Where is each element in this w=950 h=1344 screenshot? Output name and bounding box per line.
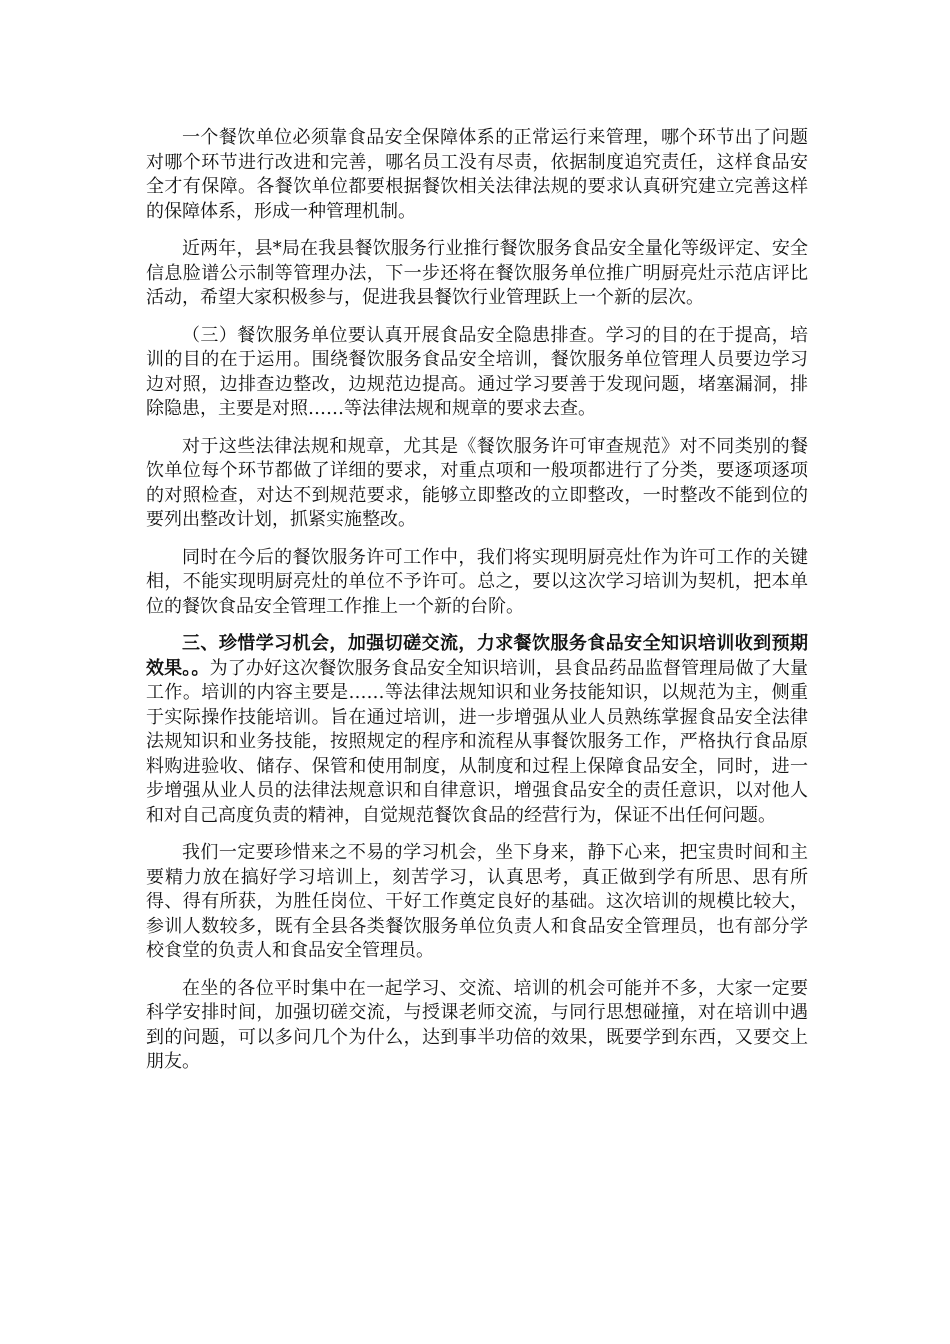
paragraph-1-text: 一个餐饮单位必须靠食品安全保障体系的正常运行来管理，哪个环节出了问题对哪个环节进行改进和完善，哪名员工没有尽责，依据制度追究责任，这样食品安全才有保障。各餐饮单位都要根据餐饮相关法律法规的要求认真研究建立完善这样的保障体系，形成一种管理机制。 — [146, 127, 808, 222]
paragraph-4 — [146, 435, 808, 533]
paragraph-8 — [146, 977, 808, 1075]
paragraph-1 — [146, 126, 808, 224]
paragraph-7-text: 我们一定要珍惜来之不易的学习机会，坐下身来，静下心来，把宝贵时间和主要精力放在搞好学习培训上，刻苦学习，认真思考，真正做到学有所思、思有所得、得有所获，为胜任岗位、干好工作奠定良好的基础。这次培训的规模比较大，参训人数较多，既有全县各类餐饮服务单位负责人和食品安全管理员，也有部分学校食堂的负责人和食品安全管理员。 — [146, 842, 808, 961]
paragraph-8-text: 在坐的各位平时集中在一起学习、交流、培训的机会可能并不多，大家一定要科学安排时间，加强切磋交流，与授课老师交流，与同行思想碰撞，对在培训中遇到的问题，可以多问几个为什么，达到事半功倍的效果，既要学到东西，又要交上朋友。 — [146, 977, 808, 1072]
paragraph-4-text: 对于这些法律法规和规章，尤其是《餐饮服务许可审查规范》对不同类别的餐饮单位每个环节都做了详细的要求，对重点项和一般项都进行了分类，要逐项逐项的对照检查，对达不到规范要求，能够立即整改的立即整改，一时整改不能到位的要列出整改计划，抓紧实施整改。 — [146, 435, 808, 530]
paragraph-6 — [146, 632, 808, 828]
paragraph-5-text: 同时在今后的餐饮服务许可工作中，我们将实现明厨亮灶作为许可工作的关键相，不能实现明厨亮灶的单位不予许可。总之，要以这次学习培训为契机，把本单位的餐饮食品安全管理工作推上一个新的台阶。 — [146, 546, 808, 617]
paragraph-5 — [146, 546, 808, 620]
paragraph-2 — [146, 237, 808, 311]
paragraph-3-text: （三）餐饮服务单位要认真开展食品安全隐患排查。学习的目的在于提高，培训的目的在于运用。围绕餐饮服务食品安全培训，餐饮服务单位管理人员要边学习边对照，边排查边整改，边规范边提高。通过学习要善于发现问题，堵塞漏洞，排除隐患，主要是对照……等法律法规和规章的要求去查。 — [146, 324, 808, 419]
paragraph-2-text: 近两年，县*局在我县餐饮服务行业推行餐饮服务食品安全量化等级评定、安全信息脸谱公示制等管理办法，下一步还将在餐饮服务单位推广明厨亮灶示范店评比活动，希望大家积极参与，促进我县餐饮行业管理跃上一个新的层次。 — [146, 238, 808, 308]
document-body — [146, 126, 808, 1088]
section-heading: 三、珍惜学习机会，加强切磋交流，力求餐饮服务食品安全知识培训收到预期效果。。 — [146, 633, 808, 679]
paragraph-7 — [146, 841, 808, 964]
paragraph-6-text: 为了办好这次餐饮服务食品安全知识培训，县食品药品监督管理局做了大量工作。培训的内容主要是……等法律法规知识和业务技能知识，以规范为主，侧重于实际操作技能培训。旨在通过培训，进一步增强从业人员熟练掌握食品安全法律法规知识和业务技能，按照规定的程序和流程从事餐饮服务工作，严格执行食品原料购进验收、储存、保管和使用制度，从制度和过程上保障食品安全，同时，进一步增强从业人员的法律法规意识和自律意识，增强食品安全的责任意识，以对他人和对自己高度负责的精神，自觉规范餐饮食品的经营行为，保证不出任何问题。 — [146, 657, 809, 826]
paragraph-3 — [146, 324, 808, 422]
